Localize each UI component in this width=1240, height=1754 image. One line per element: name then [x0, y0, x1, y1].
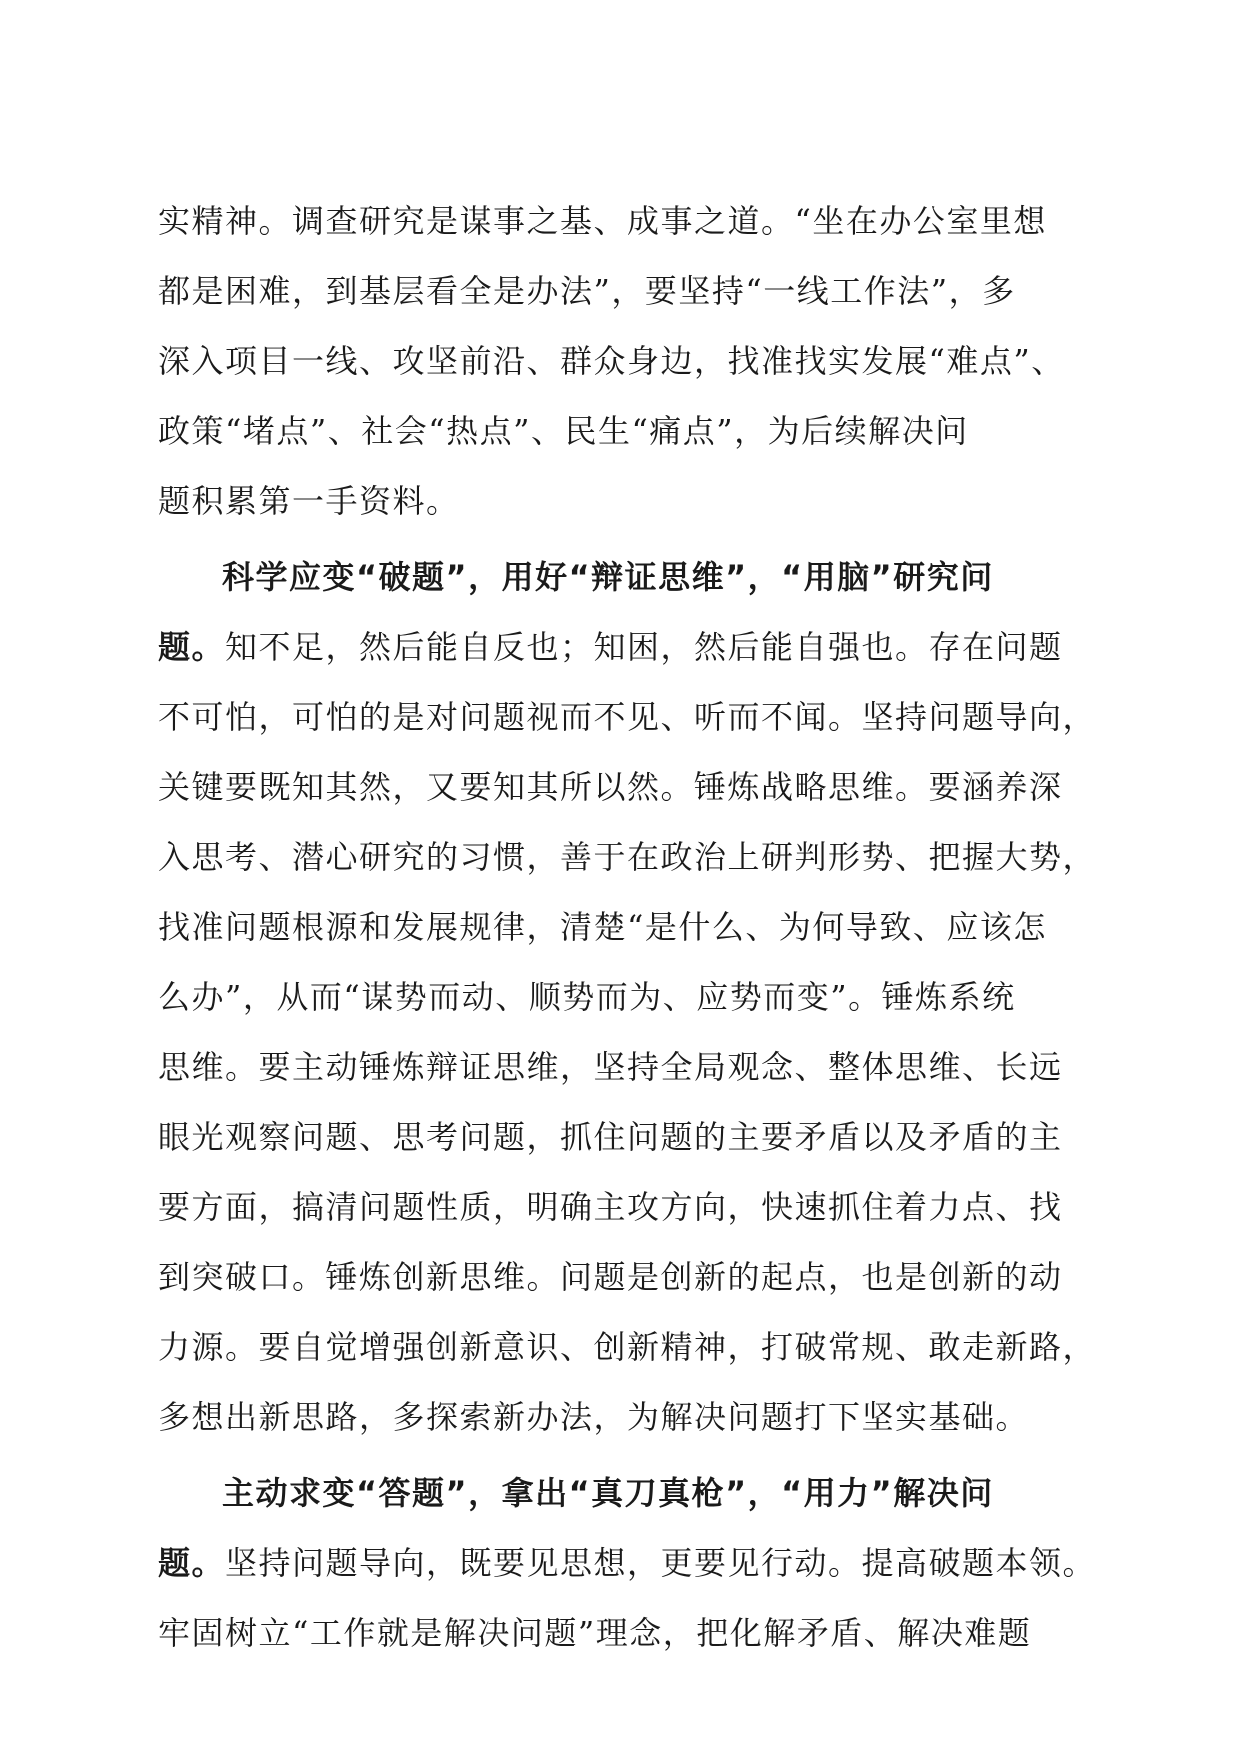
paragraph-3: [158, 1458, 1097, 1668]
heading-text-end: 题。: [158, 1544, 226, 1582]
text-line: 么办”，从而“谋势而动、顺势而为、应势而变”。锤炼系统: [158, 978, 1016, 1016]
paragraph-1: [158, 186, 1093, 536]
text-line: 关键要既知其然，又要知其所以然。锤炼战略思维。要涵养深: [158, 768, 1063, 806]
text-line: 多想出新思路，多探索新办法，为解决问题打下坚实基础。: [158, 1398, 1030, 1436]
text-line: 思维。要主动锤炼辩证思维，坚持全局观念、整体思维、长远: [158, 1048, 1063, 1086]
text-line: 牢固树立“工作就是解决问题”理念，把化解矛盾、解决难题: [158, 1614, 1032, 1652]
heading-text: 主动求变“答题”，拿出“真刀真枪”，“用力”解决问: [222, 1474, 994, 1512]
text-line: 实精神。调查研究是谋事之基、成事之道。“坐在办公室里想: [158, 202, 1047, 240]
text-line: 都是困难，到基层看全是办法”，要坚持“一线工作法”，多: [158, 272, 1016, 310]
text-line: 要方面，搞清问题性质，明确主攻方向，快速抓住着力点、找: [158, 1188, 1063, 1226]
paragraph-2: [158, 542, 1097, 1452]
text-line: 不可怕，可怕的是对问题视而不见、听而不闻。坚持问题导向，: [158, 698, 1097, 736]
text-line: [158, 1528, 1097, 1598]
heading-text-end: 题。: [158, 628, 226, 666]
text-line: 入思考、潜心研究的习惯，善于在政治上研判形势、把握大势，: [158, 838, 1097, 876]
text-line: 力源。要自觉增强创新意识、创新精神，打破常规、敢走新路，: [158, 1328, 1097, 1366]
text-line: 到突破口。锤炼创新思维。问题是创新的起点，也是创新的动: [158, 1258, 1063, 1296]
text-line: 深入项目一线、攻坚前沿、群众身边，找准找实发展“难点”、: [158, 342, 1065, 380]
text-line: 眼光观察问题、思考问题，抓住问题的主要矛盾以及矛盾的主: [158, 1118, 1063, 1156]
paragraph-heading: [158, 542, 1093, 612]
text-line: [158, 612, 1093, 682]
body-text: 坚持问题导向，既要见思想，更要见行动。提高破题本领。: [225, 1544, 1097, 1582]
text-line: 题积累第一手资料。: [158, 482, 460, 520]
paragraph-heading: [158, 1458, 1093, 1528]
body-text: 知不足，然后能自反也；知困，然后能自强也。存在问题: [225, 628, 1063, 666]
heading-text: 科学应变“破题”，用好“辩证思维”，“用脑”研究问: [222, 558, 994, 596]
document-page: [158, 186, 1097, 1668]
text-line: 政策“堵点”、社会“热点”、民生“痛点”，为后续解决问: [158, 412, 969, 450]
text-line: 找准问题根源和发展规律，清楚“是什么、为何导致、应该怎: [158, 908, 1047, 946]
